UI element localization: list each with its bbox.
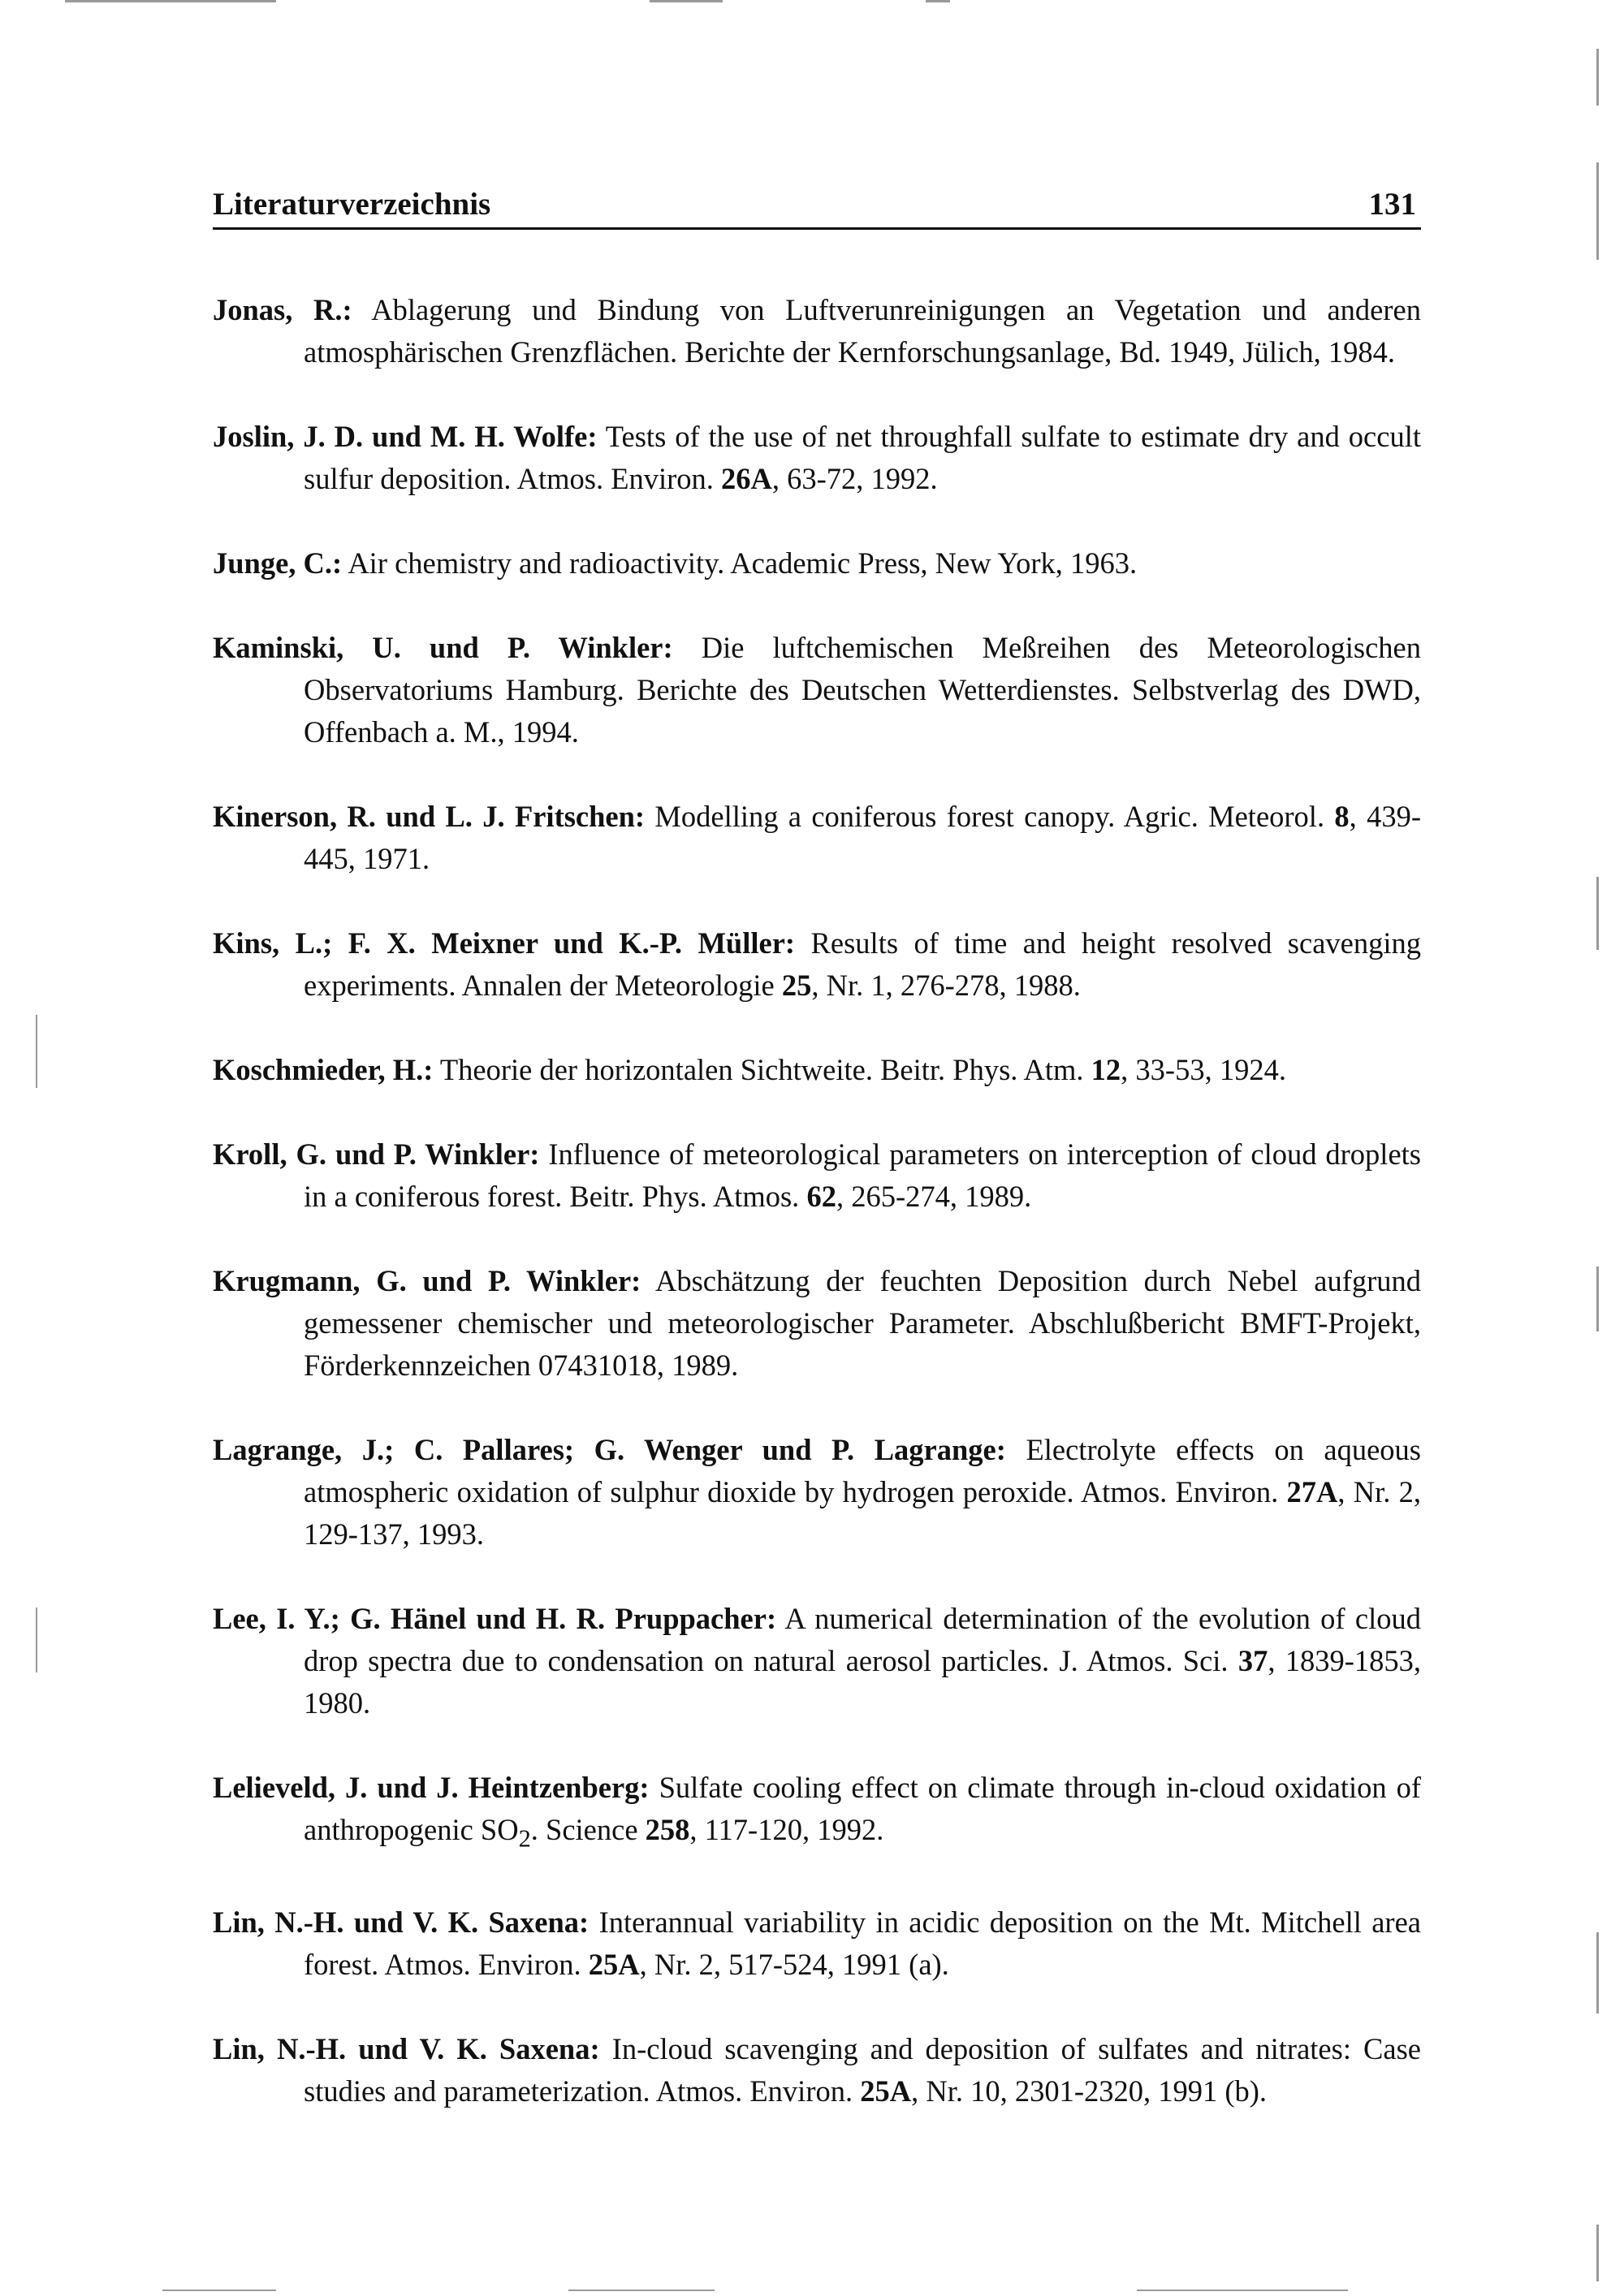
reference-text: Results of time and height resolved scavenging experiments. Annalen der Meteorologie — [304, 926, 1422, 1002]
scan-edge-line — [36, 1608, 37, 1672]
reference-entry — [213, 796, 1421, 880]
reference-authors: Lin, N.-H. und V. K. Saxena: — [213, 2032, 600, 2066]
scan-edge-line — [1596, 1267, 1599, 1331]
reference-text-end: , Nr. 2, 517-524, 1991 (a). — [639, 1948, 949, 1982]
reference-authors: Kaminski, U. und P. Winkler: — [213, 631, 673, 664]
scan-edge-line — [65, 0, 276, 2]
reference-text: Electrolyte effects on aqueous atmospheric oxidation of sulphur dioxide by hydrogen peroxide. Atmos. Environ. — [304, 1433, 1421, 1508]
reference-text: Air chemistry and radioactivity. Academic Press, New York, 1963. — [342, 546, 1138, 580]
reference-text-end: , Nr. 1, 276-278, 1988. — [811, 969, 1081, 1002]
reference-authors: Lagrange, J.; C. Pallares; G. Wenger und P. Lagrange: — [213, 1433, 1006, 1466]
reference-entry — [213, 416, 1421, 500]
reference-text: Sulfate cooling effect on climate through in-cloud oxidation of anthropogenic SO — [304, 1771, 1422, 1846]
reference-text: In-cloud scavenging and deposition of sulfates and nitrates: Case studies and parameterization. Atmos. Environ. — [304, 2032, 1421, 2108]
reference-authors: Kinerson, R. und L. J. Fritschen: — [213, 800, 646, 833]
reference-text-end: , 33-53, 1924. — [1121, 1053, 1286, 1086]
reference-authors: Joslin, J. D. und M. H. Wolfe: — [213, 420, 598, 453]
reference-text: Influence of meteorological parameters on interception of cloud droplets in a coniferous forest. Beitr. Phys. Atmos. — [304, 1137, 1421, 1213]
scan-edge-line — [1596, 877, 1599, 950]
reference-volume: 62 — [806, 1180, 836, 1213]
reference-text-end: , Nr. 2, 129-137, 1993. — [304, 1475, 1422, 1551]
reference-authors: Krugmann, G. und P. Winkler: — [213, 1264, 641, 1297]
reference-text: A numerical determination of the evolution of cloud drop spectra due to condensation on natural aerosol particles. J. Atmos. Sci. — [304, 1602, 1421, 1677]
scan-edge-line — [1596, 162, 1599, 260]
reference-text: Theorie der horizontalen Sichtweite. Beitr. Phys. Atm. — [433, 1053, 1091, 1086]
reference-authors: Kins, L.; F. X. Meixner und K.-P. Müller: — [213, 926, 796, 960]
reference-text: Tests of the use of net throughfall sulfate to estimate dry and occult sulfur deposition. Atmos. Environ. — [304, 420, 1421, 495]
reference-entry — [213, 1901, 1421, 1986]
scan-edge-line — [1596, 2225, 1599, 2281]
reference-volume: 12 — [1091, 1053, 1121, 1086]
reference-entry — [213, 922, 1421, 1007]
scan-edge-line — [926, 0, 950, 2]
reference-authors: Jonas, R.: — [213, 293, 352, 326]
reference-volume: 8 — [1334, 800, 1350, 833]
reference-entry — [213, 1049, 1421, 1091]
reference-text-end: , 265-274, 1989. — [836, 1180, 1032, 1213]
reference-entry — [213, 1598, 1421, 1724]
reference-entry — [213, 1767, 1421, 1859]
reference-text-end: , 439-445, 1971. — [304, 800, 1421, 875]
reference-volume: 25 — [781, 969, 812, 1002]
scan-edge-line — [36, 1015, 37, 1088]
page-title: Literaturverzeichnis — [213, 187, 491, 222]
scan-edge-line — [1137, 2290, 1348, 2291]
reference-authors: Lin, N.-H. und V. K. Saxena: — [213, 1905, 590, 1940]
reference-authors: Junge, C.: — [213, 546, 343, 580]
reference-entry — [213, 1133, 1421, 1218]
reference-text-end: , 117-120, 1992. — [689, 1813, 884, 1846]
reference-entry — [213, 2028, 1421, 2113]
reference-entry — [213, 1429, 1421, 1556]
scan-edge-line — [1596, 1932, 1599, 2013]
reference-volume: 27A — [1286, 1475, 1338, 1508]
reference-subscript: 2 — [518, 1824, 531, 1853]
reference-text-end: , Nr. 10, 2301-2320, 1991 (b). — [911, 2074, 1268, 2108]
scan-edge-line — [1596, 49, 1599, 106]
reference-volume: 258 — [645, 1813, 690, 1846]
reference-text-end: , 63-72, 1992. — [771, 462, 938, 495]
reference-volume: 37 — [1237, 1644, 1268, 1677]
reference-text-middle: . Science — [530, 1813, 646, 1846]
reference-text: Modelling a coniferous forest canopy. Agric. Meteorol. — [645, 800, 1335, 833]
reference-authors: Lelieveld, J. und J. Heintzenberg: — [213, 1771, 650, 1804]
reference-volume: 25A — [860, 2074, 912, 2108]
reference-text: Ablagerung und Bindung von Luftverunreinigungen an Vegetation und anderen atmosphärischen Grenzflächen. Berichte der Kernforschungsanlage, Bd. 1949, Jülich, 1984. — [304, 293, 1421, 369]
reference-volume: 26A — [721, 462, 772, 495]
reference-text: Abschätzung der feuchten Deposition durch Nebel aufgrund gemessener chemischer und meteorologischer Parameter. Abschlußbericht BMFT-Projekt, Förderkennzeichen 07431018, 1989. — [304, 1264, 1422, 1382]
page-number: 131 — [1368, 187, 1416, 222]
reference-entry — [213, 627, 1421, 753]
page-header — [213, 183, 1421, 230]
reference-entry — [213, 542, 1421, 585]
reference-authors: Kroll, G. und P. Winkler: — [213, 1137, 540, 1171]
reference-authors: Koschmieder, H.: — [213, 1053, 434, 1086]
scan-edge-line — [568, 2290, 715, 2291]
reference-volume: 25A — [588, 1948, 640, 1982]
scan-edge-line — [650, 0, 723, 2]
reference-text-end: , 1839-1853, 1980. — [304, 1644, 1422, 1720]
reference-list — [213, 289, 1421, 2155]
reference-entry — [213, 1260, 1421, 1387]
reference-text: Die luftchemischen Meßreihen des Meteorologischen Observatoriums Hamburg. Berichte des Deutschen Wetterdienstes. Selbstverlag des DWD, Offenbach a. M., 1994. — [304, 631, 1421, 749]
reference-entry — [213, 289, 1421, 373]
reference-text: Interannual variability in acidic deposition on the Mt. Mitchell area forest. Atmos. Environ. — [304, 1905, 1421, 1982]
reference-authors: Lee, I. Y.; G. Hänel und H. R. Pruppacher: — [213, 1602, 777, 1635]
scan-edge-line — [162, 2290, 276, 2291]
